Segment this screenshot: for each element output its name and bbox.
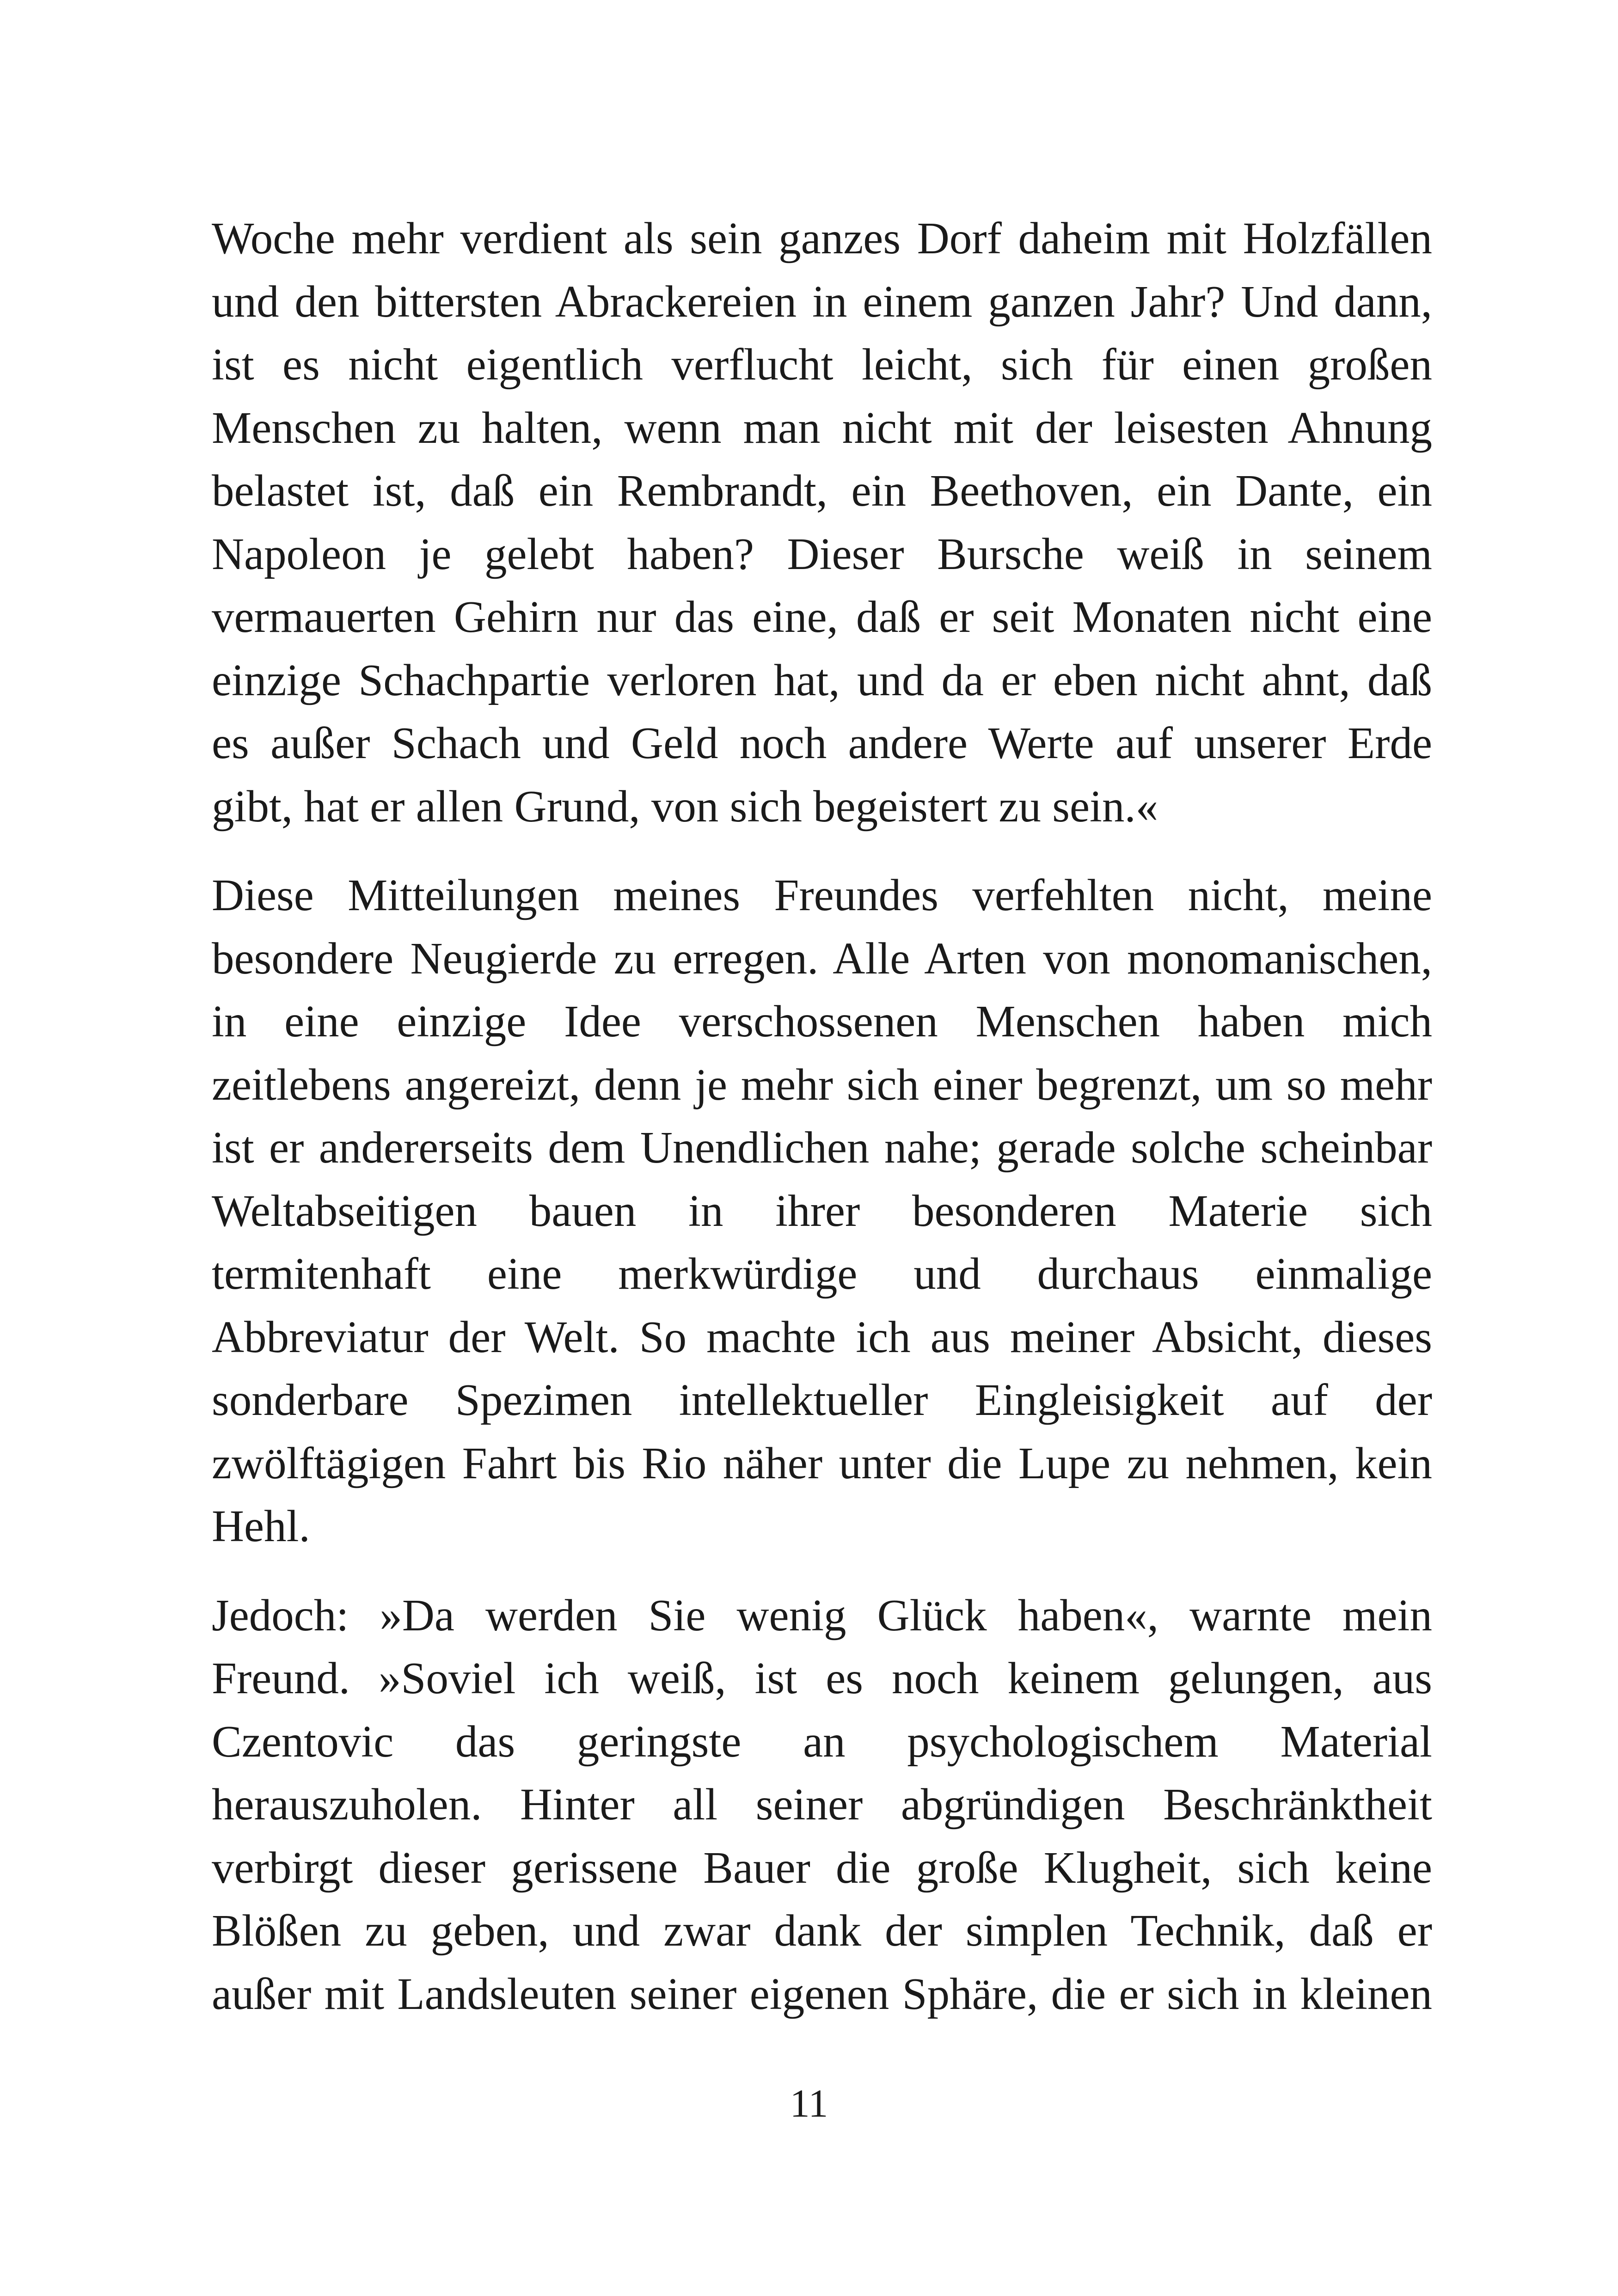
text-line: es außer Schach und Geld noch andere Werte auf unserer Erde [212, 718, 1432, 768]
paragraph-gap [212, 1558, 1432, 1584]
text-line: besondere Neugierde zu erregen. Alle Arten von monomanischen, [212, 933, 1432, 983]
text-line: Napoleon je gelebt haben? Dieser Bursche weiß in seinem [212, 529, 1432, 579]
body-text [212, 207, 1432, 2026]
text-line: termitenhaft eine merkwürdige und durchaus einmalige [212, 1249, 1432, 1298]
text-line: und den bittersten Abrackereien in einem ganzen Jahr? Und dann, [212, 276, 1432, 326]
page-number: 11 [790, 2081, 828, 2125]
paragraph [212, 1584, 1432, 2026]
text-line: außer mit Landsleuten seiner eigenen Sphäre, die er sich in kleinen [212, 1969, 1432, 2019]
text-line: belastet ist, daß ein Rembrandt, ein Beethoven, ein Dante, ein [212, 466, 1432, 515]
text-line: Diese Mitteilungen meines Freundes verfehlten nicht, meine [212, 870, 1432, 920]
text-line: herauszuholen. Hinter all seiner abgründigen Beschränktheit [212, 1780, 1432, 1829]
text-line: Woche mehr verdient als sein ganzes Dorf daheim mit Holzfällen [212, 214, 1432, 263]
paragraph [212, 207, 1432, 838]
paragraph-gap [212, 838, 1432, 864]
text-line: einzige Schachpartie verloren hat, und da er eben nicht ahnt, daß [212, 655, 1432, 705]
text-line: Freund. »Soviel ich weiß, ist es noch keinem gelungen, aus [212, 1653, 1432, 1703]
text-line: gibt, hat er allen Grund, von sich begeistert zu sein.« [212, 781, 1158, 831]
text-line: in eine einzige Idee verschossenen Menschen haben mich [212, 997, 1432, 1046]
text-line: Czentovic das geringste an psychologischem Material [212, 1716, 1432, 1766]
text-line: Abbreviatur der Welt. So machte ich aus meiner Absicht, dieses [212, 1312, 1432, 1362]
text-line: ist es nicht eigentlich verflucht leicht, sich für einen großen [212, 340, 1432, 389]
text-line: Hehl. [212, 1501, 310, 1551]
text-line: Jedoch: »Da werden Sie wenig Glück haben«, warnte mein [212, 1590, 1432, 1640]
text-line: Weltabseitigen bauen in ihrer besonderen Materie sich [212, 1186, 1432, 1236]
text-line: Menschen zu halten, wenn man nicht mit der leisesten Ahnung [212, 403, 1432, 453]
text-line: vermauerten Gehirn nur das eine, daß er seit Monaten nicht eine [212, 592, 1432, 642]
paragraph [212, 864, 1432, 1558]
text-line: zwölftägigen Fahrt bis Rio näher unter die Lupe zu nehmen, kein [212, 1438, 1432, 1488]
text-line: Blößen zu geben, und zwar dank der simplen Technik, daß er [212, 1906, 1432, 1955]
text-line: ist er andererseits dem Unendlichen nahe; gerade solche scheinbar [212, 1123, 1432, 1172]
text-line: zeitlebens angereizt, denn je mehr sich einer begrenzt, um so mehr [212, 1059, 1432, 1109]
text-line: verbirgt dieser gerissene Bauer die große Klugheit, sich keine [212, 1843, 1432, 1892]
text-line: sonderbare Spezimen intellektueller Eingleisigkeit auf der [212, 1375, 1432, 1425]
